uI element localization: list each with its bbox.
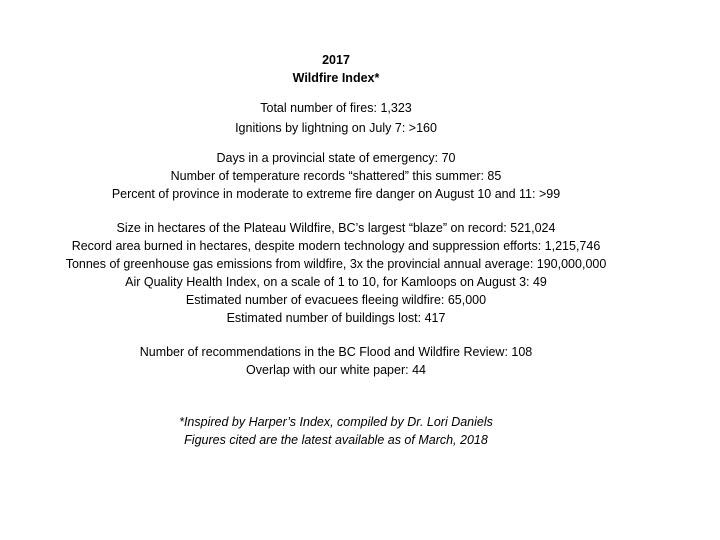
index-title: Wildfire Index* xyxy=(292,71,380,85)
stat-white-paper-overlap: Overlap with our white paper: 44 xyxy=(246,363,426,377)
stat-evacuees: Estimated number of evacuees fleeing wildfire: 65,000 xyxy=(185,293,487,307)
stat-plateau-wildfire-size: Size in hectares of the Plateau Wildfire, BC’s largest “blaze” on record: 521,024 xyxy=(116,221,556,235)
stat-record-area-burned: Record area burned in hectares, despite modern technology and suppression efforts: 1,215,746 xyxy=(71,239,601,253)
stat-buildings-lost: Estimated number of buildings lost: 417 xyxy=(226,311,446,325)
stat-temperature-records: Number of temperature records “shattered” this summer: 85 xyxy=(170,169,502,183)
stat-ghg-emissions: Tonnes of greenhouse gas emissions from wildfire, 3x the provincial annual average: 190,000,000 xyxy=(65,257,607,271)
stat-review-recommendations: Number of recommendations in the BC Flood and Wildfire Review: 108 xyxy=(139,345,533,359)
stat-total-fires: Total number of fires: 1,323 xyxy=(260,101,412,115)
index-year: 2017 xyxy=(322,53,350,67)
stat-fire-danger-percent: Percent of province in moderate to extreme fire danger on August 10 and 11: >99 xyxy=(111,187,561,201)
stat-emergency-days: Days in a provincial state of emergency: 70 xyxy=(216,151,456,165)
stat-air-quality-index: Air Quality Health Index, on a scale of 1 to 10, for Kamloops on August 3: 49 xyxy=(125,275,547,289)
footnote-figures-date: Figures cited are the latest available as of March, 2018 xyxy=(184,433,488,447)
stat-lightning-ignitions: Ignitions by lightning on July 7: >160 xyxy=(235,121,437,135)
footnote-inspiration: *Inspired by Harper’s Index, compiled by Dr. Lori Daniels xyxy=(179,415,493,429)
